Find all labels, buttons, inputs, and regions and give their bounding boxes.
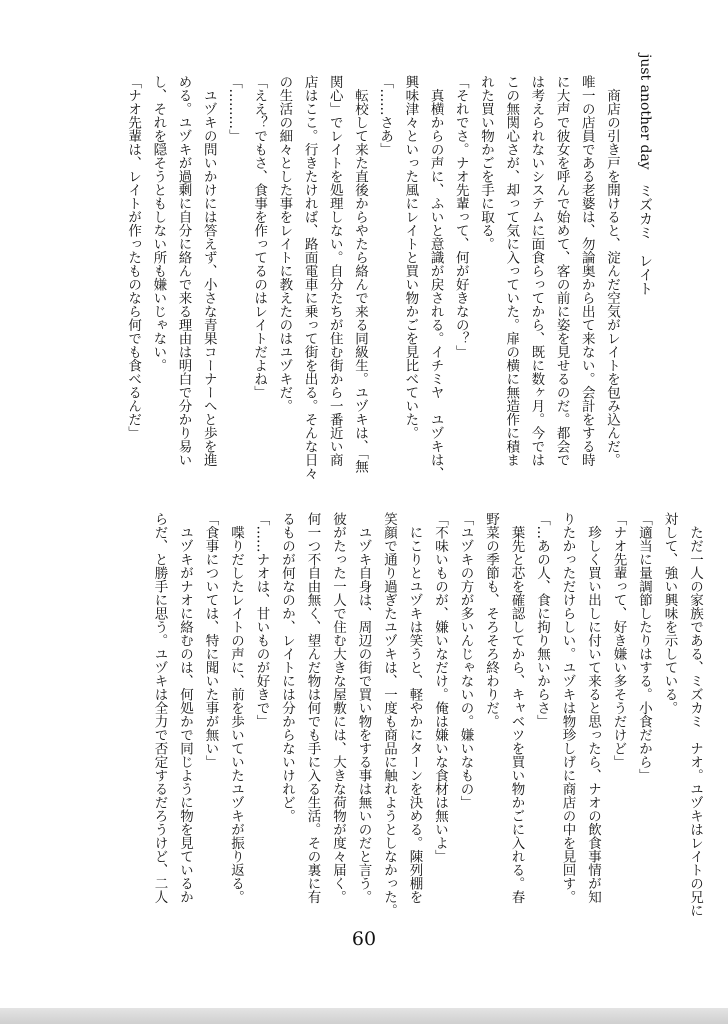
text-line: 対して、強い興味を示している。 xyxy=(661,512,678,715)
text-line: 商店の引き戸を開けると、淀んだ空気がレイトを包み込んだ。 xyxy=(604,75,620,467)
text-line: ユヅキ自身は、周辺の街で買い物をする事は無いのだと言う。 xyxy=(355,512,372,904)
text-line: 「……ナオは、甘いものが好きで」 xyxy=(253,512,270,728)
text-line: れた買い物かごを手に取る。 xyxy=(477,75,494,251)
text-block-lower xyxy=(146,512,707,932)
text-line: 彼がたった一人で住む大きな屋敷には、大きな荷物が度々届く。 xyxy=(330,512,346,904)
text-line: 「ナオ先輩って、好き嫌い多そうだけど」 xyxy=(610,512,627,769)
text-line: 喋りだしたレイトの声に、前を歩いていたユヅキが振り返る。 xyxy=(228,512,244,904)
text-line: ユヅキの問いかけには答えず、小さな青果コーナーへと歩を進 xyxy=(200,75,217,467)
text-line: 野菜の季節も、そろそろ終わりだ。 xyxy=(483,512,499,728)
text-line: 「………」 xyxy=(225,75,242,143)
text-line: 「…あの人、食に拘り無いからさ」 xyxy=(534,512,550,728)
text-line: にこりとユヅキは笑うと、軽やかにターンを決める。陳列棚を xyxy=(406,512,423,904)
text-line: るものが何なのか、レイトには分からないけれど。 xyxy=(279,512,295,823)
text-line: 珍しく買い出しに付いて来ると思ったら、ナオの飲食事情が知 xyxy=(585,512,601,904)
text-line: 「……さあ」 xyxy=(377,75,394,156)
text-line: 真横からの声に、ふいと意識が戻される。イチミヤ ユヅキは、 xyxy=(427,75,444,480)
text-line: 「ユヅキの方が多いんじゃないの。嫌いなもの」 xyxy=(457,512,474,809)
text-line: りたかっただけらしい。ユヅキは物珍しげに商店の中を見回す。 xyxy=(559,512,576,904)
text-line: 唯一の店員である老婆は、勿論奥から出て来ない。会計をする時 xyxy=(578,75,595,467)
text-line: 笑顔で通り過ぎたユヅキは、一度も商品に触れようとしなかった。 xyxy=(381,512,397,917)
text-line: 「適当に量調節したりはする。小食だから」 xyxy=(636,512,652,782)
text-line: に大声で彼女を呼んで始めて、客の前に姿を見せるのだ。都会で xyxy=(553,75,570,467)
text-line: 店はここ。行きたければ、路面電車に乗って街を出る。そんな日々 xyxy=(301,75,318,480)
text-line: 興味津々といった風にレイトと買い物かごを見比べていた。 xyxy=(402,75,419,440)
text-line: ただ一人の家族である、ミズカミ ナオ。ユヅキはレイトの兄に xyxy=(687,512,703,917)
text-block-upper xyxy=(120,75,624,480)
page-number: 60 xyxy=(351,928,377,950)
text-line: の生活の細々とした事をレイトに教えたのはユヅキだ。 xyxy=(276,75,293,413)
text-line: ユヅキがナオに絡むのは、何処かで同じように物を見ているか xyxy=(177,512,193,904)
text-line: らだ、と勝手に思う。ユヅキは全力で否定するだろうけど、二人 xyxy=(151,512,168,904)
text-line: 転校して来た直後からやたら絡んで来る同級生。ユヅキは、「無 xyxy=(351,75,368,474)
text-line: は考えられないシステムに面食らってから、既に数ヶ月。今では xyxy=(528,75,545,467)
page-bottom-edge xyxy=(0,1008,728,1024)
text-line: 「ええ？でもさ、食事を作ってるのはレイトだよね」 xyxy=(251,75,268,399)
text-line: 「不味いものが、嫌いなだけ。俺は嫌いな食材は無いよ」 xyxy=(432,512,448,863)
text-line: める。ユヅキが過剰に自分に絡んで来る理由は明白で分かり易い xyxy=(175,75,192,467)
text-line: 関心」でレイトを処理しない。自分たちが住む街から一番近い商 xyxy=(326,75,343,467)
chapter-title: just another day ミズカミ レイト xyxy=(637,54,653,296)
text-line: 「それでさ。ナオ先輩って、何が好きなの？」 xyxy=(452,75,469,359)
text-line: し、それを隠そうともしない所も嫌いじゃない。 xyxy=(150,75,167,372)
text-line: この無関心さが、却って気に入っていた。扉の横に無造作に積ま xyxy=(503,75,520,467)
text-line: 「食事については、特に聞いた事が無い」 xyxy=(202,512,219,769)
text-line: 「ナオ先輩は、レイトが作ったものなら何でも食べるんだ」 xyxy=(125,75,142,440)
text-line: 何一つ不自由無く、望んだ物は何でも手に入る生活。その裏に有 xyxy=(304,512,321,904)
text-line: 葉先と芯を確認してから、キャベツを買い物かごに入れる。春 xyxy=(508,512,525,904)
